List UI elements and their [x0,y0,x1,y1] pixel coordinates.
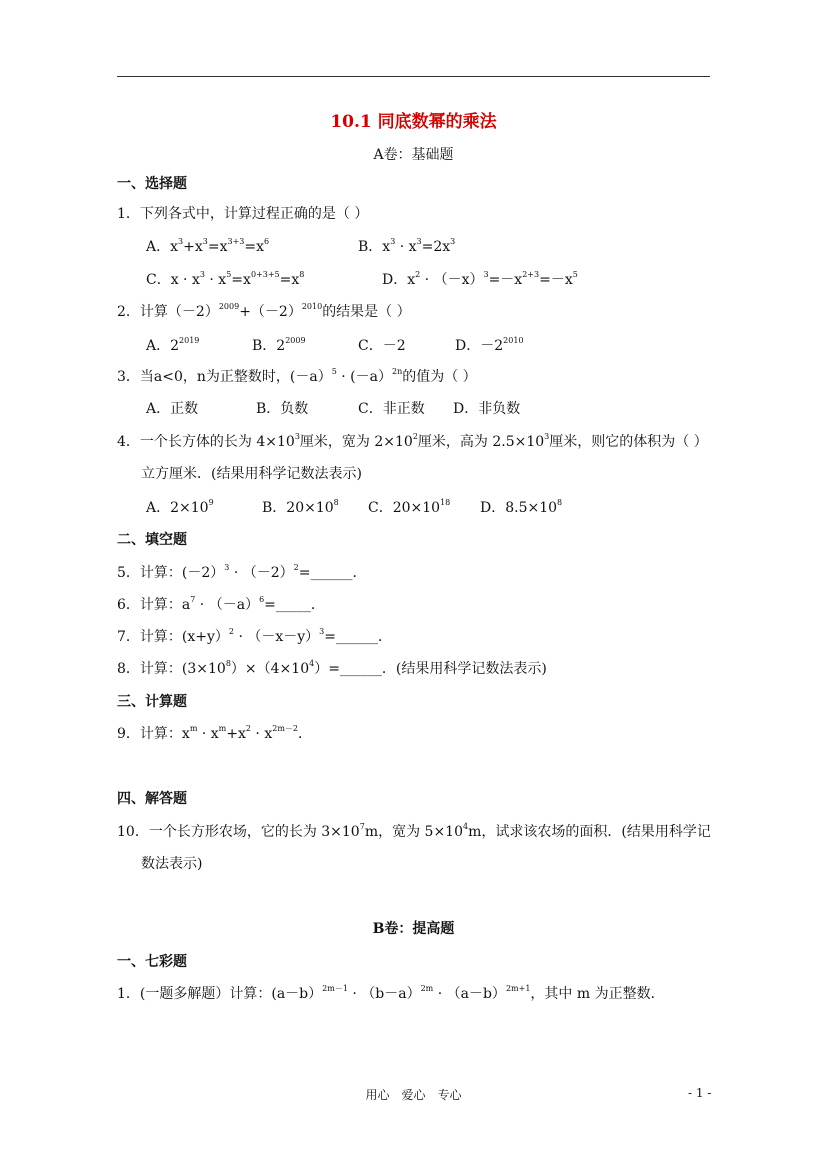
q1-option-a: A．$x^3+x^3=x^{3+3}=x^6$ [146,237,270,255]
question-8: 8．计算：$(3\times 10^8)\times(4\times 10^4)=\_\_\_\_\_\_$．(结果用科学记数法表示) [117,659,547,677]
question-1-stem: 1．下列各式中，计算过程正确的是（ ） [117,206,369,222]
page-footer: 用心 爱心 专心 [365,1088,462,1102]
q2-option-b: B．$2^{2009}$ [252,336,306,354]
q2-option-a: A．$2^{2019}$ [146,336,200,354]
q1-option-c: C．$x \cdot x^3 \cdot x^5=x^{0+3+5}=x^8$ [146,270,305,288]
section-answer-heading: 四、解答题 [117,791,187,807]
q1-option-b: B．$x^3 \cdot x^3=2x^3$ [358,237,456,255]
section-calc-heading: 三、计算题 [117,694,187,710]
page-title: 10.1 同底数幂的乘法 [330,112,497,132]
section-b-heading: 一、七彩题 [117,954,187,970]
question-9: 9．计算：$x^m \cdot x^m+x^2 \cdot x^{2m-2}$． [117,724,312,742]
q4-option-b: B．$20\times 10^8$ [262,498,339,516]
question-4-stem-line2: 立方厘米．(结果用科学记数法表示) [141,466,362,482]
q4-option-d: D．$8.5\times 10^8$ [480,498,563,516]
q2-option-c: C．－2 [358,338,406,354]
q3-option-d: D．非负数 [453,401,521,417]
q4-option-a: A．$2\times 10^9$ [146,498,214,516]
section-choice-heading: 一、选择题 [117,176,187,192]
page-number: - 1 - [688,1086,712,1100]
header-rule [117,76,710,77]
q2-option-d: D．$-2^{2010}$ [455,336,524,354]
q3-option-c: C．非正数 [358,401,425,417]
question-b1: 1．(一题多解题）计算：$(a-b)^{2m-1} \cdot (b-a)^{2m} \cdot (a-b)^{2m+1}$，其中 m 为正整数． [117,984,665,1002]
question-3-stem: 3．当a<0，n为正整数时，(－a）$^5$ · (－a）$^{2n}$的值为（ ） [117,367,477,385]
question-6: 6．计算：$a^7$ · $(-a)^6=\_\_\_\_\_$． [117,595,325,613]
q3-option-a: A．正数 [146,401,199,417]
part-b-title: B卷：提高题 [372,921,455,937]
q3-option-b: B．负数 [256,401,309,417]
question-10: 10．一个长方形农场，它的长为 $3\times 10^7m$，宽为 $5\times 10^4m$，试求该农场的面积．(结果用科学记 [117,822,711,840]
question-2-stem: 2．计算$(-2)^{2009}+(-2)^{2010}$的结果是（ ） [117,302,411,320]
question-4-stem: 4．一个长方体的长为 $4\times 10^3$厘米，宽为 $2\times 10^2$厘米，高为 $2.5\times 10^3$厘米，则它的体积为（ ） [117,432,708,450]
q4-option-c: C．$20\times 10^{18}$ [368,498,451,516]
question-5: 5．计算：$(-2)^3 \cdot (-2)^2=\_\_\_\_\_\_$． [117,563,367,581]
question-10-line2: 数法表示) [141,856,203,872]
question-7: 7．计算：$(x+y)^2 \cdot (-x-y)^3=\_\_\_\_\_\_$． [117,627,392,645]
q1-option-d: D．$x^2 \cdot (-x)^3=-x^{2+3}=-x^5$ [382,270,578,288]
part-a-title: A卷：基础题 [373,147,454,163]
section-fill-heading: 二、填空题 [117,532,187,548]
